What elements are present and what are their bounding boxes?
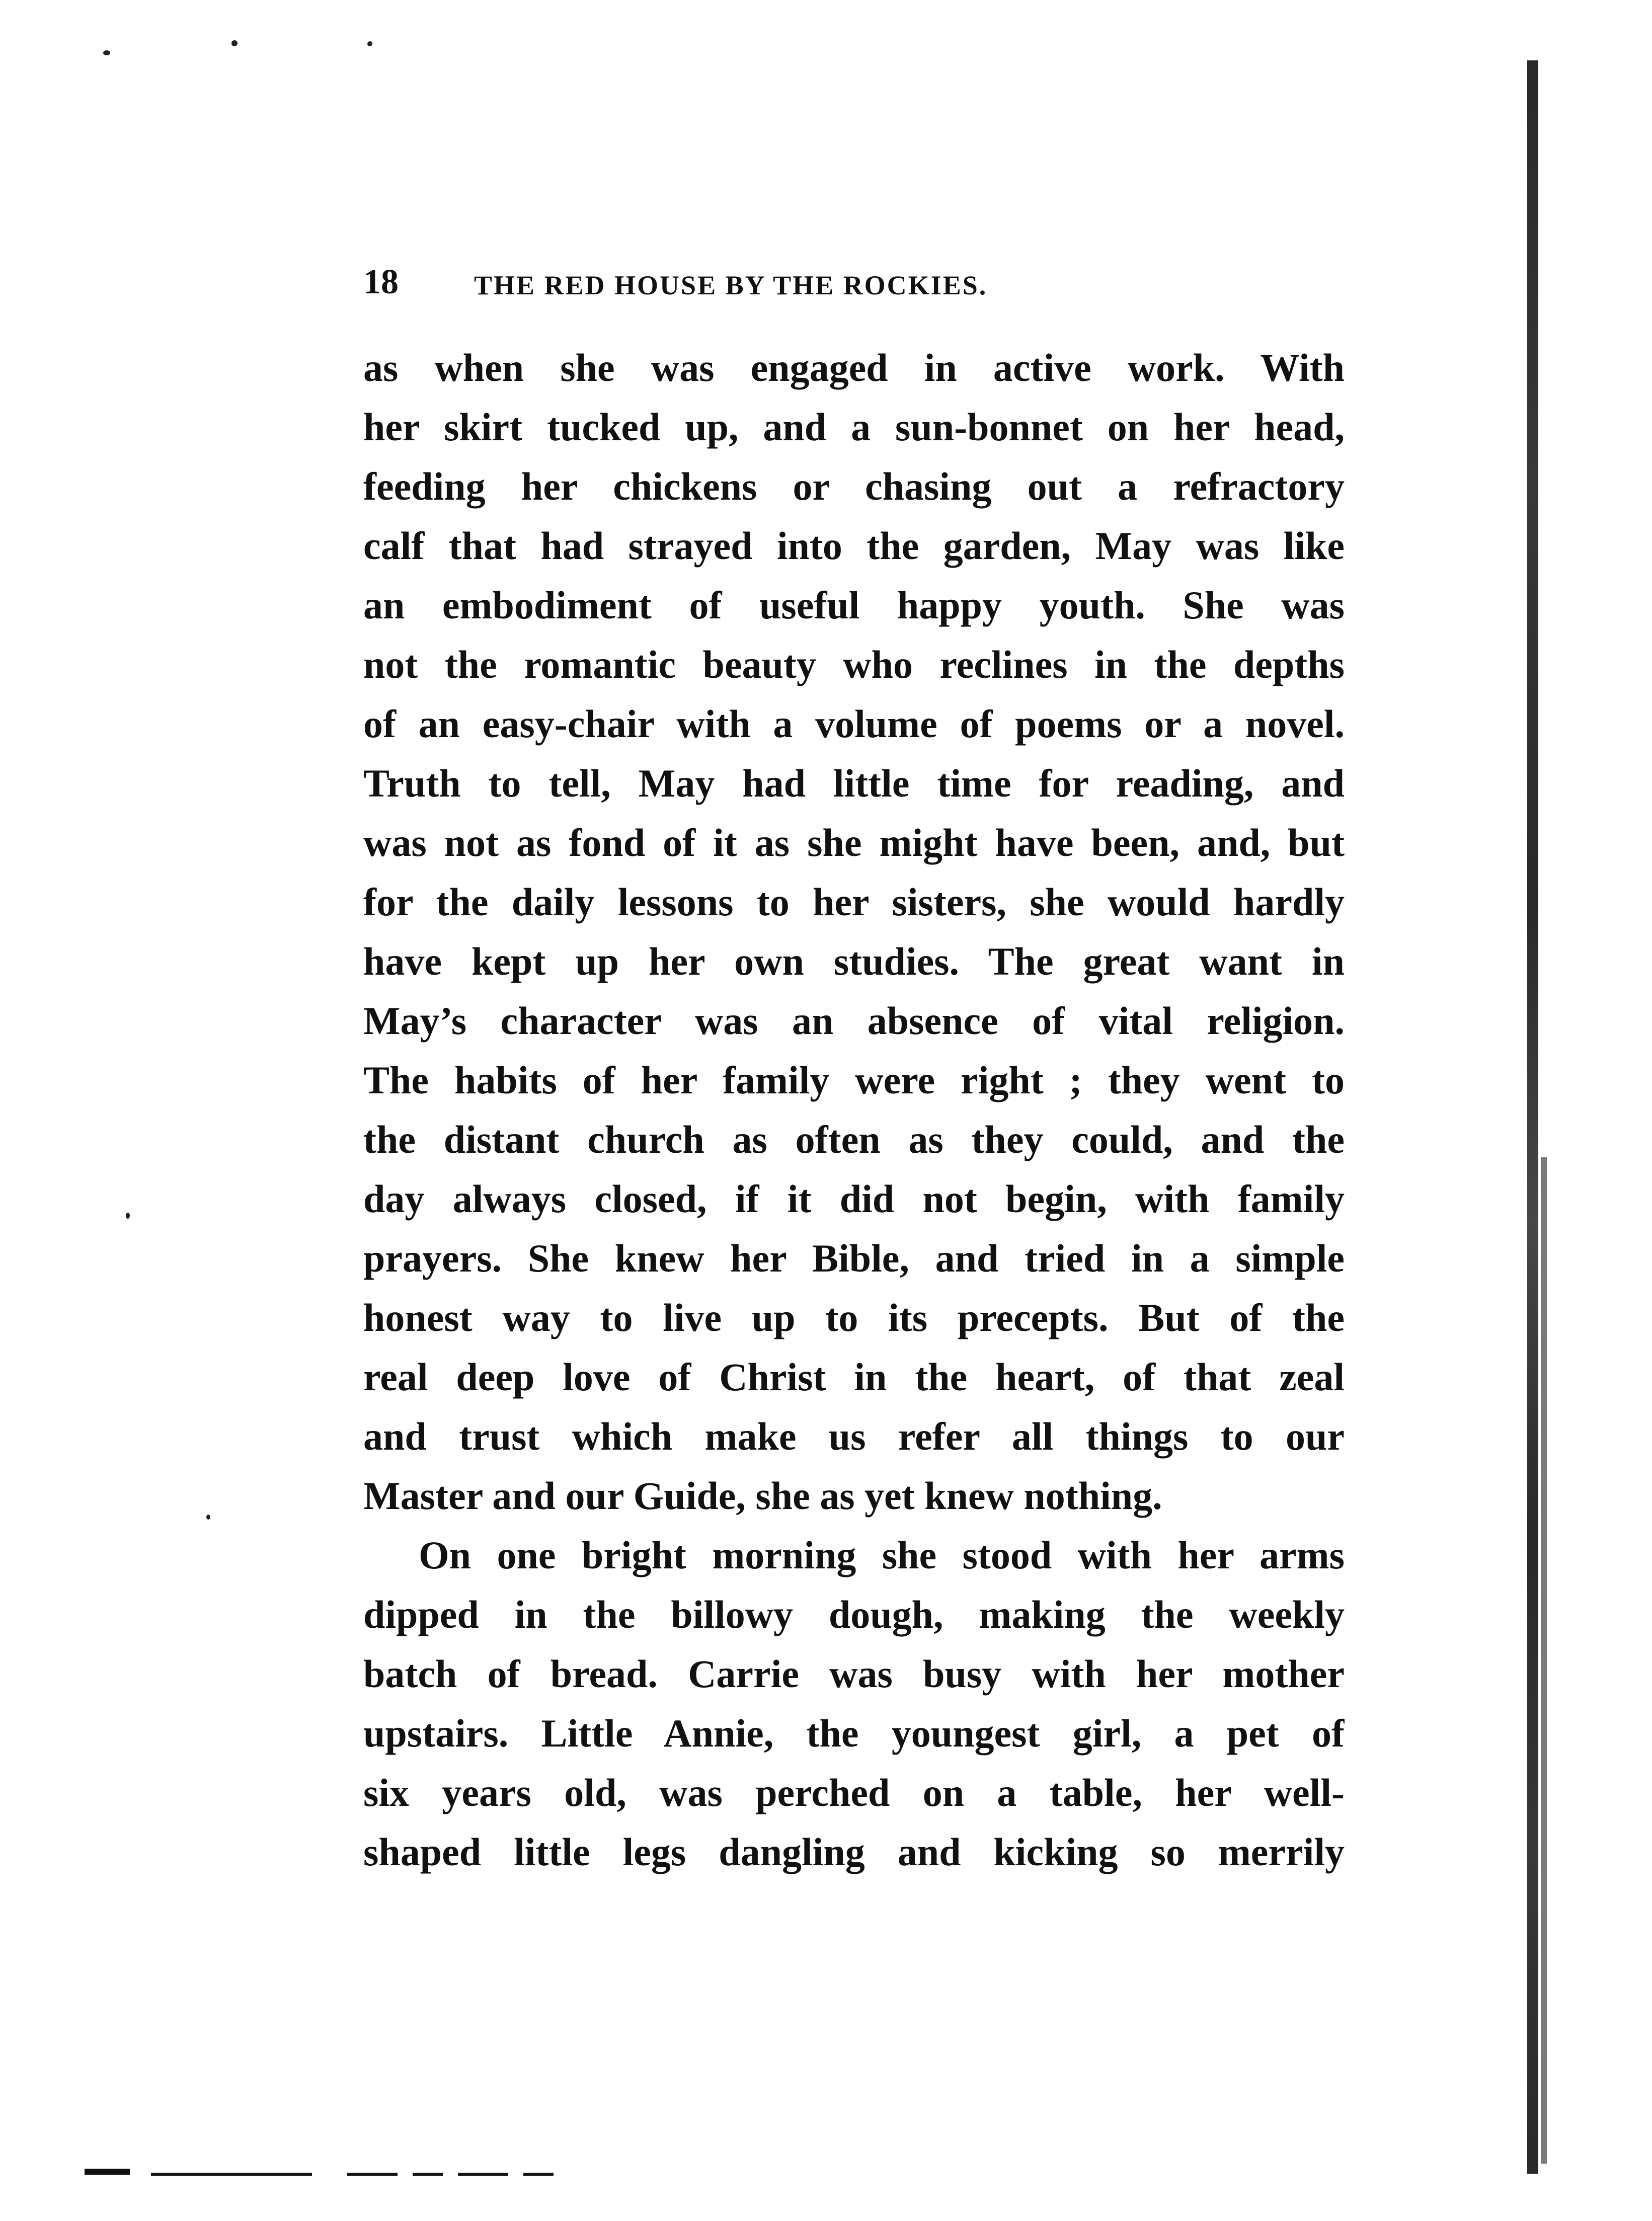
binding-edge-shadow <box>1527 60 1538 2174</box>
scan-speck <box>231 40 238 46</box>
text-line: May’s character was an absence of vital religion. <box>363 999 1345 1043</box>
scan-bottom-rule <box>523 2173 554 2176</box>
text-line: as when she was engaged in active work. With <box>363 346 1345 389</box>
text-line: shaped little legs dangling and kicking so merrily <box>363 1830 1345 1874</box>
scan-speck <box>126 1213 130 1219</box>
page-number: 18 <box>363 263 399 301</box>
text-line: the distant church as often as they could, and the <box>363 1118 1345 1161</box>
text-line: six years old, was perched on a table, her well- <box>363 1771 1345 1814</box>
body-text <box>363 338 1345 1882</box>
text-line: of an easy-chair with a volume of poems or a novel. <box>363 702 1345 746</box>
text-line: calf that had strayed into the garden, May was like <box>363 524 1345 568</box>
scan-bottom-rule <box>458 2173 508 2176</box>
text-line-paragraph-start: On one bright morning she stood with her arms <box>419 1533 1345 1577</box>
text-line-paragraph-end: Master and our Guide, she as yet knew nothing. <box>363 1474 1162 1518</box>
text-line: real deep love of Christ in the heart, of that zeal <box>363 1355 1345 1399</box>
text-line: not the romantic beauty who reclines in the depths <box>363 643 1345 686</box>
text-line: Truth to tell, May had little time for reading, and <box>363 761 1345 805</box>
text-line: feeding her chickens or chasing out a refractory <box>363 464 1345 508</box>
text-line: upstairs. Little Annie, the youngest girl, a pet of <box>363 1711 1345 1755</box>
scan-speck <box>206 1515 210 1520</box>
text-line: batch of bread. Carrie was busy with her mother <box>363 1652 1345 1696</box>
text-line: day always closed, if it did not begin, with family <box>363 1177 1345 1221</box>
text-line: was not as fond of it as she might have been, and, but <box>363 821 1345 864</box>
binding-edge-shadow-inner <box>1541 1157 1547 2164</box>
scan-bottom-rule <box>347 2173 398 2176</box>
text-line: honest way to live up to its precepts. But of the <box>363 1296 1345 1339</box>
text-line: her skirt tucked up, and a sun-bonnet on her head, <box>363 405 1345 449</box>
text-line: The habits of her family were right ; they went to <box>363 1058 1345 1102</box>
text-line: for the daily lessons to her sisters, she would hardly <box>363 880 1345 924</box>
running-head <box>363 260 1219 305</box>
text-line: an embodiment of useful happy youth. She was <box>363 583 1345 627</box>
text-line: and trust which make us refer all things to our <box>363 1414 1345 1458</box>
scan-bottom-rule <box>151 2173 312 2176</box>
text-line: have kept up her own studies. The great want in <box>363 939 1345 983</box>
running-head-title: THE RED HOUSE BY THE ROCKIES. <box>474 270 988 300</box>
scan-speck <box>103 50 110 55</box>
scan-corner-mark <box>85 2169 130 2175</box>
scan-bottom-rule <box>413 2173 443 2176</box>
text-line: dipped in the billowy dough, making the weekly <box>363 1593 1345 1636</box>
text-line: prayers. She knew her Bible, and tried in a simple <box>363 1236 1345 1280</box>
scan-speck <box>367 41 372 46</box>
